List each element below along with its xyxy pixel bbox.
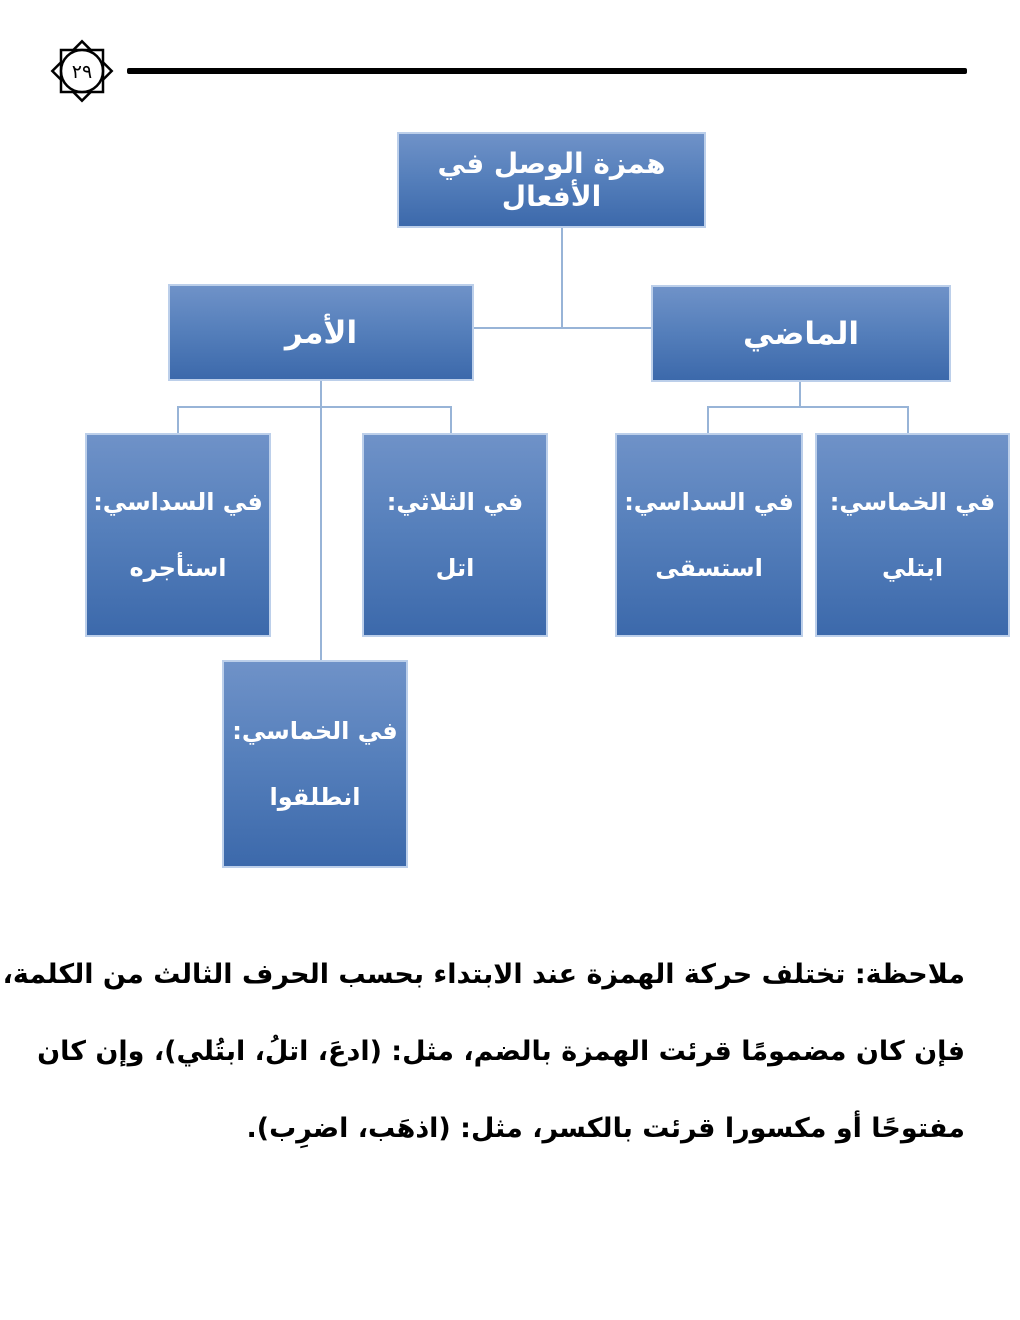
connector-madi-drop-left <box>707 406 709 433</box>
connector-madi-drop-right <box>907 406 909 433</box>
note-line-2: فإن كان مضمومًا قرئت الهمزة بالضم، مثل: (ادعَ، اتلُ، ابتُلي)، وإن كان <box>37 1036 965 1067</box>
diagram-node-amr-label: الأمر <box>284 314 358 351</box>
diagram-node-root-label: همزة الوصل في الأفعال <box>437 147 666 213</box>
diagram-node-madi-sudasi <box>615 433 803 637</box>
leaf-label-bottom: اتل <box>435 554 475 582</box>
leaf-label-bottom: استأجره <box>129 554 227 582</box>
header-rule <box>127 68 967 74</box>
leaf-label-top: في الخماسي: <box>829 487 996 516</box>
leaf-label-top: في السداسي: <box>624 487 794 516</box>
note-paragraph <box>2 936 965 1167</box>
connector-amr-drop-right <box>450 406 452 433</box>
diagram-node-madi <box>651 285 951 382</box>
diagram-node-amr <box>168 284 474 381</box>
leaf-label-bottom: استسقى <box>655 554 763 582</box>
leaf-label-top: في السداسي: <box>93 487 263 516</box>
connector-amr-trunk-vertical <box>320 381 322 660</box>
diagram-node-amr-khumasi <box>222 660 408 868</box>
page-number-star-ornament <box>27 16 137 126</box>
diagram-node-amr-thulathi <box>362 433 548 637</box>
leaf-label-top: في الثلاثي: <box>386 487 524 516</box>
page-number: ٢٩ <box>71 61 93 83</box>
diagram-node-amr-sudasi <box>85 433 271 637</box>
connector-amr-drop-left <box>177 406 179 433</box>
connector-root-vertical <box>561 228 563 328</box>
diagram-node-root <box>397 132 706 228</box>
connector-amr-branch-horizontal <box>177 406 451 408</box>
note-line-1: ملاحظة: تختلف حركة الهمزة عند الابتداء بحسب الحرف الثالث من الكلمة، <box>2 959 965 990</box>
note-line-3: مفتوحًا أو مكسورا قرئت بالكسر، مثل: (اذهَب، اضرِب). <box>246 1113 965 1144</box>
leaf-label-bottom: ابتلي <box>881 554 944 582</box>
diagram-node-madi-label: الماضي <box>743 315 860 352</box>
connector-madi-vertical <box>799 382 801 407</box>
leaf-label-bottom: انطلقوا <box>269 783 361 811</box>
leaf-label-top: في الخماسي: <box>232 716 398 745</box>
connector-madi-branch-horizontal <box>707 406 909 408</box>
connector-row2-horizontal <box>474 327 651 329</box>
diagram-node-madi-khumasi <box>815 433 1010 637</box>
